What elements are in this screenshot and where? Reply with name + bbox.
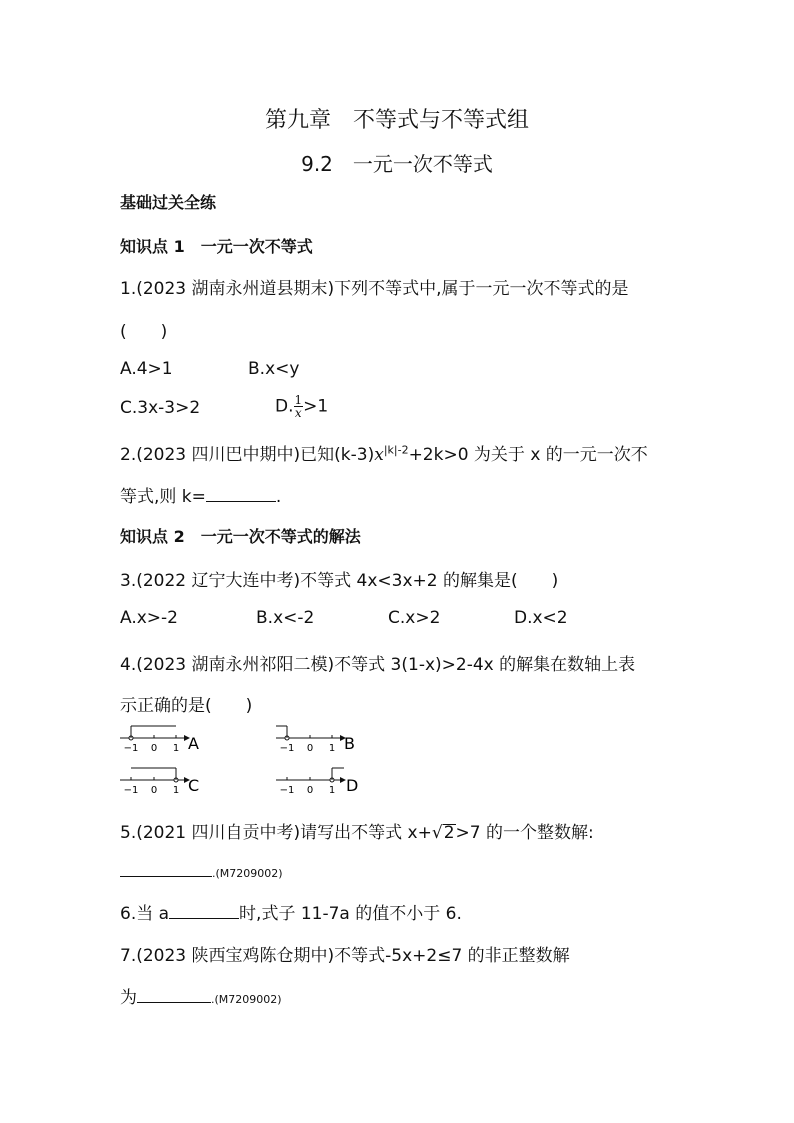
question-3-stem: 3.(2022 辽宁大连中考)不等式 4x<3x+2 的解集是( )	[120, 571, 559, 591]
practice-title: 基础过关全练	[120, 193, 217, 212]
knowledge-point-2-title: 知识点 2 一元一次不等式的解法	[120, 527, 361, 546]
question-1-option-d: D. $\frac{1}{x}$ >1	[275, 393, 329, 420]
question-1-option-b: B.x<y	[248, 359, 300, 379]
question-6-stem: 6.当 a 时,式子 11-7a 的值不小于 6.	[120, 904, 462, 924]
tick-label: −1	[279, 743, 295, 754]
number-line-option-d	[274, 762, 374, 796]
question-1-option-a: A.4>1	[120, 359, 173, 379]
answer-blank[interactable]	[137, 988, 211, 1003]
question-7-stem: 7.(2023 陕西宝鸡陈仓期中)不等式-5x+2≤7 的非正整数解	[120, 946, 570, 966]
tick-label: −1	[123, 785, 139, 796]
tick-label: 0	[306, 743, 314, 754]
question-1-paren: ( )	[120, 322, 168, 342]
number-line-option-a	[118, 720, 218, 754]
question-1-option-c: C.3x-3>2	[120, 398, 201, 418]
tick-label: 1	[172, 743, 180, 754]
number-line-option-c	[118, 762, 218, 796]
answer-blank[interactable]	[169, 904, 239, 919]
option-label: C	[188, 776, 200, 795]
question-3-option-d: D.x<2	[514, 608, 568, 628]
knowledge-point-1-title: 知识点 1 一元一次不等式	[120, 237, 313, 256]
tick-label: −1	[279, 785, 295, 796]
question-4-stem-2: 示正确的是( )	[120, 696, 253, 716]
question-2-line-2: 等式,则 k= .	[120, 487, 282, 507]
option-label: A	[188, 734, 199, 753]
question-1-stem: 1.(2023 湖南永州道县期末)下列不等式中,属于一元一次不等式的是	[120, 279, 629, 299]
tick-label: 1	[328, 785, 336, 796]
option-label: B	[344, 734, 355, 753]
question-4-stem: 4.(2023 湖南永州祁阳二模)不等式 3(1-x)>2-4x 的解集在数轴上表	[120, 655, 636, 675]
tick-label: −1	[123, 743, 139, 754]
fraction: $\frac{1}{x}$	[294, 393, 303, 420]
question-5-stem: 5.(2021 四川自贡中考)请写出不等式 x+√2>7 的一个整数解:	[120, 823, 594, 843]
tick-label: 0	[150, 743, 158, 754]
question-5-answer-line: .(M7209002)	[120, 862, 283, 881]
question-2-line-1: 2.(2023 四川巴中期中)已知$(k-3)x^{|k|-2}+2k>0$ 为关于 x 的一元一次不	[120, 443, 648, 465]
section-title: 9.2 一元一次不等式	[301, 152, 493, 176]
question-3-option-c: C.x>2	[388, 608, 441, 628]
chapter-title: 第九章 不等式与不等式组	[264, 108, 529, 133]
tick-label: 1	[328, 743, 336, 754]
answer-blank[interactable]	[206, 487, 276, 502]
sqrt-symbol: √	[431, 823, 443, 843]
sqrt-radicand: 2	[443, 823, 455, 843]
tick-label: 0	[150, 785, 158, 796]
question-3-option-a: A.x>-2	[120, 608, 178, 628]
tick-label: 1	[172, 785, 180, 796]
number-line-option-b	[274, 720, 374, 754]
option-label: D	[346, 776, 359, 795]
question-7-answer-line: 为 .(M7209002)	[120, 988, 282, 1008]
tick-label: 0	[306, 785, 314, 796]
answer-blank[interactable]	[120, 862, 212, 877]
question-3-option-b: B.x<-2	[256, 608, 315, 628]
